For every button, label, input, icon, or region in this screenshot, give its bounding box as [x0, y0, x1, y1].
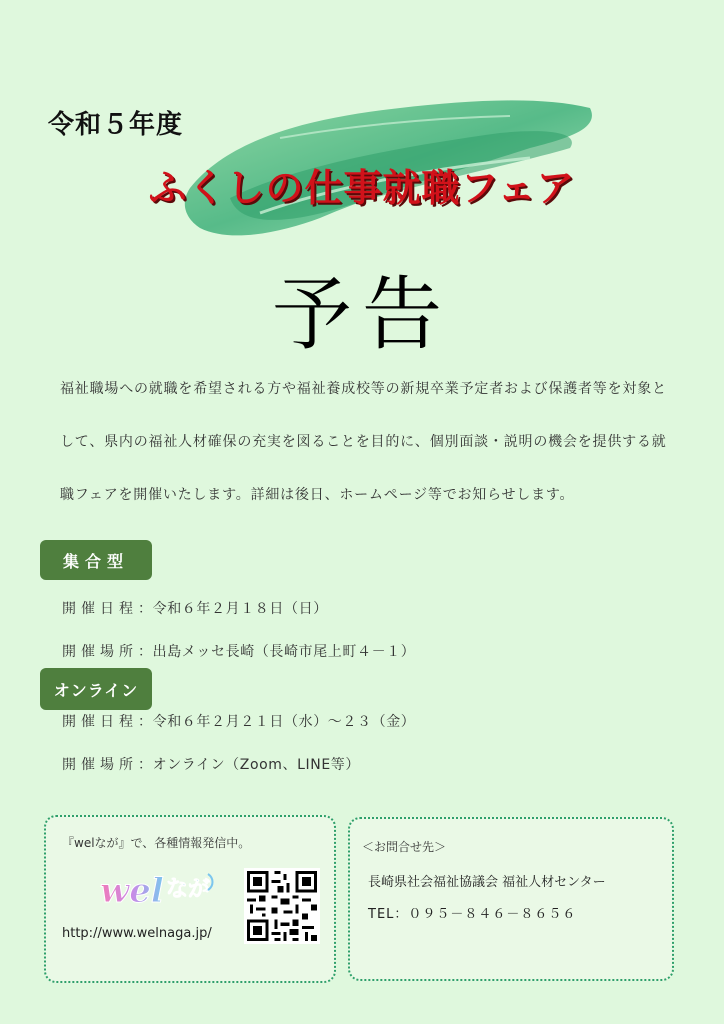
qr-code-icon	[244, 868, 320, 944]
online-place-value: ：オンライン（Zoom、LINE等）	[138, 757, 360, 773]
contact-phone: TEL：０９５－８４６－８６５６	[368, 907, 577, 922]
fiscal-year-label: 令和５年度	[48, 110, 184, 140]
welnaga-url-link[interactable]: http://www.welnaga.jp/	[62, 926, 212, 941]
intro-line-2: して、県内の福祉人材確保の充実を図ることを目的に、個別面談・説明の機会を提供する就	[60, 434, 667, 450]
in-person-badge: 集合型	[40, 540, 152, 580]
welnaga-logo-icon	[96, 860, 226, 920]
online-date-value: ：令和６年２月２１日（水）～２３（金）	[138, 714, 416, 730]
svg-text:wel: wel	[100, 871, 164, 911]
contact-organization: 長崎県社会福祉協議会 福祉人材センター	[368, 875, 606, 890]
in-person-date-row	[62, 598, 328, 618]
notice-heading: 予告	[272, 268, 452, 361]
online-place-row	[62, 754, 360, 774]
online-place-label: 開催場所	[62, 757, 138, 773]
online-date-label: 開催日程	[62, 714, 138, 730]
svg-text:なが: なが	[166, 877, 211, 902]
welnaga-caption: 『welなが』で、各種情報発信中。	[62, 836, 251, 850]
online-badge: オンライン	[40, 668, 152, 710]
online-date-row	[62, 711, 415, 731]
intro-line-3: 職フェアを開催いたします。詳細は後日、ホームページ等でお知らせします。	[60, 487, 575, 503]
in-person-date-label: 開催日程	[62, 601, 138, 617]
in-person-place-value: ：出島メッセ長崎（長崎市尾上町４－１）	[138, 644, 416, 660]
intro-line-1: 福祉職場への就職を希望される方や福祉養成校等の新規卒業予定者および保護者等を対象と	[60, 381, 667, 397]
in-person-date-value: ：令和６年２月１８日（日）	[138, 601, 328, 617]
fair-title: ふくしの仕事就職フェア	[148, 166, 576, 210]
contact-heading: ＜お問合せ先＞	[362, 840, 447, 854]
in-person-place-row	[62, 641, 415, 661]
in-person-place-label: 開催場所	[62, 644, 138, 660]
